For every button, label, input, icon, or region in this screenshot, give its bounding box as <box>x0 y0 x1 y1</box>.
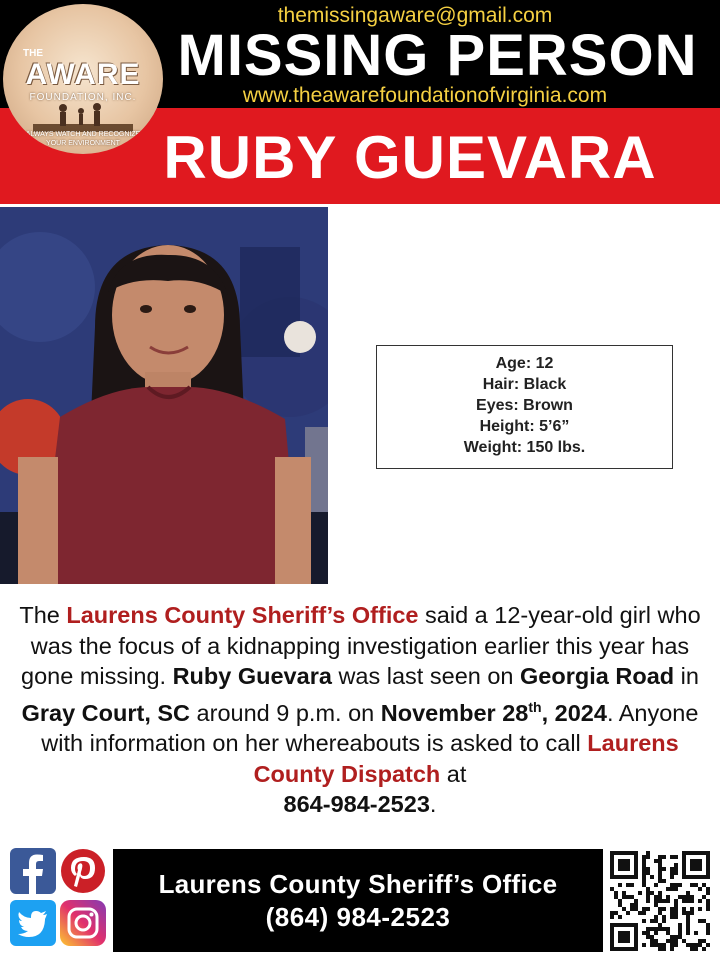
qr-module <box>626 911 630 915</box>
instagram-icon[interactable] <box>60 900 106 946</box>
qr-module <box>670 867 674 871</box>
qr-module <box>686 943 690 947</box>
qr-module <box>662 855 666 859</box>
website-link[interactable]: www.theawarefoundationofvirginia.com <box>242 84 608 107</box>
qr-module <box>658 895 662 899</box>
para-text: in <box>674 663 699 690</box>
road-name: Georgia Road <box>520 663 675 690</box>
qr-module <box>678 883 682 887</box>
qr-module <box>686 911 690 915</box>
qr-module <box>662 867 666 871</box>
qr-module <box>682 899 686 903</box>
contact-footer-box <box>113 849 603 952</box>
qr-module <box>654 883 658 887</box>
qr-module <box>646 891 650 895</box>
qr-module <box>654 939 658 943</box>
qr-module <box>658 867 662 871</box>
qr-module <box>674 915 678 919</box>
qr-module <box>666 899 670 903</box>
qr-module <box>658 947 662 951</box>
qr-module <box>642 883 646 887</box>
qr-module <box>678 927 682 931</box>
qr-module <box>662 919 666 923</box>
qr-module <box>662 915 666 919</box>
logo-tagline <box>3 130 163 148</box>
qr-module <box>698 943 702 947</box>
qr-module <box>630 883 634 887</box>
qr-module <box>650 943 654 947</box>
qr-module <box>642 879 646 883</box>
qr-module <box>610 887 614 891</box>
qr-module <box>674 935 678 939</box>
qr-module <box>634 903 638 907</box>
qr-module <box>614 891 618 895</box>
qr-module <box>670 887 674 891</box>
qr-module <box>678 923 682 927</box>
qr-code-icon[interactable] <box>609 851 711 951</box>
qr-module <box>622 891 626 895</box>
qr-module <box>646 867 650 871</box>
qr-module <box>618 915 622 919</box>
footer-agency-name: Laurens County Sheriff’s Office <box>158 869 558 899</box>
qr-module <box>706 907 710 911</box>
qr-module <box>614 895 618 899</box>
para-text: around 9 p.m. on <box>190 699 381 726</box>
qr-module <box>702 919 706 923</box>
qr-module <box>654 927 658 931</box>
missing-person-photo <box>0 207 328 584</box>
qr-module <box>658 863 662 867</box>
qr-module <box>618 903 622 907</box>
qr-module <box>658 871 662 875</box>
qr-module <box>670 911 674 915</box>
qr-module <box>650 919 654 923</box>
dispatch-phone[interactable]: 864-984-2523 <box>283 791 430 818</box>
qr-module <box>670 855 674 859</box>
person-name-inline: Ruby Guevara <box>172 663 332 690</box>
qr-module <box>658 879 662 883</box>
qr-module <box>658 923 662 927</box>
qr-module <box>690 899 694 903</box>
qr-module <box>618 899 622 903</box>
qr-module <box>646 931 650 935</box>
qr-module <box>662 927 666 931</box>
qr-module <box>706 931 710 935</box>
logo-tagline-line1: ALWAYS WATCH AND RECOGNIZE <box>25 131 141 138</box>
qr-module <box>706 923 710 927</box>
para-text: was last seen on <box>331 663 521 690</box>
person-details-box <box>376 345 673 469</box>
qr-module <box>662 947 666 951</box>
qr-module <box>690 883 694 887</box>
qr-module <box>654 899 658 903</box>
qr-module <box>694 931 698 935</box>
qr-module <box>670 871 674 875</box>
qr-module <box>646 935 650 939</box>
qr-module <box>666 887 670 891</box>
qr-module <box>662 879 666 883</box>
qr-module <box>674 907 678 911</box>
qr-module <box>654 895 658 899</box>
qr-module <box>642 911 646 915</box>
qr-module <box>610 911 614 915</box>
detail-hair: Hair: Black <box>482 376 567 393</box>
qr-module <box>674 883 678 887</box>
qr-module <box>686 927 690 931</box>
qr-module <box>638 911 642 915</box>
qr-module <box>706 943 710 947</box>
qr-module <box>642 863 646 867</box>
qr-module <box>646 907 650 911</box>
qr-module <box>682 907 686 911</box>
qr-module <box>630 903 634 907</box>
qr-module <box>702 939 706 943</box>
qr-module <box>670 943 674 947</box>
qr-module <box>642 867 646 871</box>
qr-module <box>674 943 678 947</box>
qr-module <box>690 911 694 915</box>
qr-module <box>698 939 702 943</box>
qr-module <box>690 895 694 899</box>
qr-module <box>658 907 662 911</box>
qr-module <box>646 851 650 855</box>
qr-module <box>706 903 710 907</box>
qr-module <box>626 883 630 887</box>
qr-module <box>654 915 658 919</box>
qr-module <box>630 895 634 899</box>
qr-module <box>630 907 634 911</box>
qr-module <box>662 907 666 911</box>
qr-module <box>622 895 626 899</box>
qr-module <box>658 859 662 863</box>
qr-module <box>698 907 702 911</box>
qr-module <box>642 859 646 863</box>
twitter-icon[interactable] <box>10 900 56 946</box>
person-name: RUBY GUEVARA <box>163 124 657 191</box>
qr-module <box>674 887 678 891</box>
logo-aware-text: AWARE <box>25 58 141 91</box>
photo-illustration <box>0 207 328 584</box>
para-text: . <box>429 791 437 818</box>
qr-module <box>646 887 650 891</box>
qr-module <box>654 919 658 923</box>
qr-module <box>662 943 666 947</box>
social-icons <box>10 848 106 948</box>
qr-module <box>686 895 690 899</box>
qr-module <box>654 859 658 863</box>
qr-module <box>658 855 662 859</box>
qr-module <box>706 927 710 931</box>
qr-module <box>650 927 654 931</box>
date-suffix: th <box>528 698 542 715</box>
qr-module <box>674 863 678 867</box>
qr-module <box>686 923 690 927</box>
headline: MISSING PERSON <box>177 23 698 88</box>
qr-module <box>658 875 662 879</box>
qr-module <box>698 919 702 923</box>
qr-module <box>682 895 686 899</box>
qr-module <box>650 935 654 939</box>
qr-module <box>670 915 674 919</box>
qr-module <box>690 859 702 871</box>
qr-module <box>662 899 666 903</box>
qr-module <box>650 891 654 895</box>
description-paragraph <box>8 600 712 820</box>
qr-module <box>646 871 650 875</box>
qr-module <box>658 911 662 915</box>
qr-module <box>686 899 690 903</box>
qr-module <box>686 931 690 935</box>
qr-module <box>654 903 658 907</box>
qr-module <box>642 855 646 859</box>
detail-age: Age: 12 <box>495 355 554 372</box>
date-month: November 28 <box>380 699 529 726</box>
qr-module <box>642 919 646 923</box>
logo-foundation-text: FOUNDATION, INC. <box>29 92 137 103</box>
qr-module <box>674 855 678 859</box>
qr-module <box>658 891 662 895</box>
qr-module <box>678 895 682 899</box>
qr-module <box>698 899 702 903</box>
family-silhouette-icon <box>33 102 133 132</box>
aware-foundation-logo <box>3 4 163 154</box>
pinterest-icon[interactable] <box>60 848 106 894</box>
footer-phone[interactable]: (864) 984-2523 <box>265 902 451 932</box>
qr-module <box>674 903 678 907</box>
qr-module <box>670 947 674 951</box>
qr-module <box>670 875 674 879</box>
qr-module <box>670 907 674 911</box>
qr-module <box>642 871 646 875</box>
qr-module <box>614 911 618 915</box>
detail-weight: Weight: 150 lbs. <box>463 439 586 456</box>
qr-module <box>694 943 698 947</box>
qr-module <box>674 871 678 875</box>
qr-module <box>618 931 630 943</box>
qr-module <box>666 927 670 931</box>
qr-module <box>646 855 650 859</box>
qr-module <box>638 891 642 895</box>
qr-module <box>646 927 650 931</box>
qr-module <box>690 947 694 951</box>
detail-eyes: Eyes: Brown <box>476 397 573 414</box>
qr-module <box>702 947 706 951</box>
qr-module <box>646 895 650 899</box>
agency-name: Laurens County Sheriff’s Office <box>66 602 419 628</box>
qr-module <box>682 939 686 943</box>
qr-module <box>634 907 638 911</box>
qr-module <box>690 943 694 947</box>
qr-module <box>706 899 710 903</box>
qr-module <box>670 935 674 939</box>
qr-module <box>670 939 674 943</box>
qr-module <box>654 931 658 935</box>
dispatch-name: Laurens County Dispatch <box>253 730 679 787</box>
para-text: at <box>440 760 467 787</box>
qr-module <box>622 907 626 911</box>
contact-email[interactable]: themissingaware@gmail.com <box>277 4 553 27</box>
qr-module <box>670 883 674 887</box>
qr-module <box>702 883 706 887</box>
qr-module <box>706 887 710 891</box>
para-text: said a 12-year-old girl who was the focus of a kidnapping investigation earlier this year has gone missing. <box>21 602 701 690</box>
para-text: . Anyone with information on her whereabouts is asked to call <box>41 699 699 757</box>
qr-module <box>646 899 650 903</box>
qr-module <box>694 947 698 951</box>
qr-module <box>686 915 690 919</box>
town-name: Gray Court, SC <box>21 699 191 726</box>
qr-module <box>686 919 690 923</box>
qr-module <box>658 899 662 903</box>
qr-module <box>666 939 670 943</box>
para-text: The <box>19 602 67 628</box>
qr-module <box>642 875 646 879</box>
qr-module <box>686 891 690 895</box>
qr-module <box>610 915 614 919</box>
qr-module <box>666 895 670 899</box>
qr-module <box>618 859 630 871</box>
qr-module <box>702 895 706 899</box>
qr-module <box>698 887 702 891</box>
qr-module <box>658 927 662 931</box>
qr-module <box>642 907 646 911</box>
qr-module <box>682 911 686 915</box>
qr-module <box>678 935 682 939</box>
date-year: , 2024 <box>541 699 607 726</box>
qr-module <box>650 939 654 943</box>
qr-module <box>706 891 710 895</box>
qr-module <box>618 883 622 887</box>
detail-height: Height: 5’6” <box>479 418 570 435</box>
qr-module <box>634 899 638 903</box>
logo-the-text: THE <box>23 48 43 59</box>
qr-module <box>674 939 678 943</box>
qr-module <box>666 931 670 935</box>
qr-module <box>674 899 678 903</box>
qr-module <box>642 931 646 935</box>
qr-module <box>674 911 678 915</box>
qr-module <box>654 943 658 947</box>
qr-module <box>678 931 682 935</box>
qr-module <box>626 895 630 899</box>
qr-module <box>694 883 698 887</box>
qr-module <box>650 875 654 879</box>
qr-module <box>658 943 662 947</box>
qr-module <box>690 907 694 911</box>
facebook-icon[interactable] <box>10 848 56 894</box>
logo-tagline-line2: YOUR ENVIRONMENT <box>46 140 120 147</box>
qr-module <box>674 867 678 871</box>
qr-module <box>642 943 646 947</box>
